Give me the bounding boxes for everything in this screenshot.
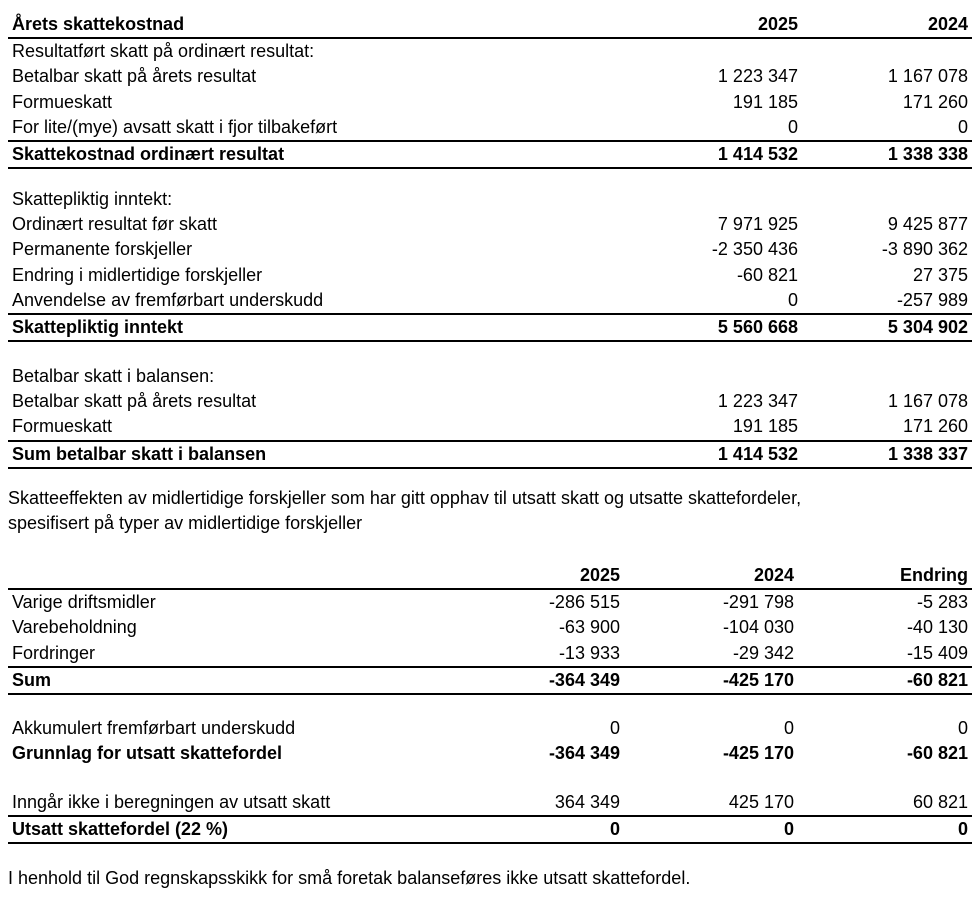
table-row <box>8 414 972 440</box>
deferred-tax-asset-table <box>8 790 972 844</box>
value-2025: 0 <box>609 718 620 738</box>
value-2024: 425 170 <box>728 792 794 812</box>
total-label: Grunnlag for utsatt skattefordel <box>12 743 283 764</box>
row-label: Endring i midlertidige forskjeller <box>12 264 263 285</box>
row-label: Betalbar skatt på årets resultat <box>12 66 257 87</box>
value-2025: 364 349 <box>554 792 620 812</box>
value-2024: 171 260 <box>902 416 969 437</box>
value-2024: -29 342 <box>732 642 794 663</box>
value-2024: -257 989 <box>896 289 968 310</box>
table-row <box>8 790 972 816</box>
value-2025: -2 350 436 <box>711 239 798 260</box>
total-row <box>8 667 972 694</box>
value-2024: -3 890 362 <box>881 239 968 260</box>
value-2025: -60 821 <box>736 264 798 285</box>
row-label: Formueskatt <box>12 416 113 437</box>
value-2024: -104 030 <box>722 617 794 638</box>
total-2024: 1 338 338 <box>802 141 972 168</box>
total-2024: 0 <box>624 816 798 843</box>
value-change: -40 130 <box>906 617 968 638</box>
total-label: Skattepliktig inntekt <box>8 314 632 341</box>
value-2024: 0 <box>957 116 968 137</box>
value-2025: 191 185 <box>732 416 798 437</box>
value-2025: 0 <box>787 116 798 137</box>
column-header-2025: 2025 <box>757 14 798 34</box>
table-row <box>8 212 972 237</box>
value-2024: 1 167 078 <box>887 391 969 412</box>
total-2024: -425 170 <box>722 743 794 764</box>
value-2025: -63 900 <box>558 617 620 638</box>
row-label: Varebeholdning <box>12 617 137 638</box>
value-2024: 1 167 078 <box>887 66 968 87</box>
row-label: Fordringer <box>12 642 96 663</box>
total-row <box>8 741 972 766</box>
paragraph-line: spesifisert på typer av midlertidige forskjeller <box>8 513 363 533</box>
table-row <box>8 263 972 288</box>
value-change: 60 821 <box>912 792 968 812</box>
total-2024: -425 170 <box>624 667 798 694</box>
table-row <box>8 115 972 141</box>
row-label: Permanente forskjeller <box>12 239 193 260</box>
deferred-tax-description <box>8 486 968 536</box>
value-change: -15 409 <box>906 642 968 663</box>
total-row <box>8 141 972 168</box>
total-2025: 0 <box>460 816 624 843</box>
value-change: 0 <box>957 718 968 738</box>
table-row <box>8 615 972 640</box>
total-change: -60 821 <box>906 743 968 764</box>
table-row <box>8 288 972 314</box>
total-2025: 1 414 532 <box>632 141 802 168</box>
total-label: Sum <box>8 667 460 694</box>
total-2025: 1 414 532 <box>632 441 802 468</box>
table-row <box>8 716 972 741</box>
value-2024: 171 260 <box>902 91 968 112</box>
value-change: -5 283 <box>916 592 968 613</box>
value-2025: -286 515 <box>548 592 620 613</box>
value-2025: 191 185 <box>732 91 798 112</box>
value-2025: -13 933 <box>558 642 620 663</box>
value-2025: 0 <box>787 289 798 310</box>
total-2025: -364 349 <box>548 743 620 764</box>
total-row <box>8 441 972 468</box>
value-2024: -291 798 <box>722 592 794 613</box>
value-2025: 1 223 347 <box>717 391 798 412</box>
table-row <box>8 641 972 667</box>
table-row <box>8 237 972 262</box>
column-header-2024: 2024 <box>927 14 968 34</box>
total-label: Sum betalbar skatt i balansen <box>8 441 632 468</box>
row-label: Formueskatt <box>12 91 113 112</box>
table-row <box>8 389 972 414</box>
subheading: Betalbar skatt i balansen: <box>12 366 215 386</box>
table-row <box>8 589 972 615</box>
header-spacer <box>8 563 460 589</box>
accounting-note: I henhold til God regnskapsskikk for små foretak balanseføres ikke utsatt skattefordel. <box>8 868 691 888</box>
total-2025: 5 560 668 <box>632 314 802 341</box>
row-label: Betalbar skatt på årets resultat <box>12 391 257 412</box>
row-label: Akkumulert fremførbart underskudd <box>12 718 296 738</box>
row-label: For lite/(mye) avsatt skatt i fjor tilbakeført <box>12 116 338 137</box>
column-header-2025: 2025 <box>460 563 624 589</box>
subheading: Resultatført skatt på ordinært resultat: <box>8 38 972 64</box>
table-row <box>8 90 972 115</box>
value-2025: 1 223 347 <box>717 66 798 87</box>
row-label: Ordinært resultat før skatt <box>12 214 218 235</box>
paragraph-line: Skatteeffekten av midlertidige forskjeller som har gitt opphav til utsatt skatt og utsatte skattefordeler, <box>8 488 802 508</box>
tax-expense-table <box>8 12 972 169</box>
payable-tax-table <box>8 364 972 469</box>
row-label: Varige driftsmidler <box>12 592 156 613</box>
value-2024: 0 <box>783 718 794 738</box>
subheading: Skattepliktig inntekt: <box>12 189 173 209</box>
column-header-change: Endring <box>798 563 972 589</box>
value-2025: 7 971 925 <box>717 214 798 235</box>
total-2024: 5 304 902 <box>802 314 972 341</box>
table-row <box>8 64 972 89</box>
row-label: Inngår ikke i beregningen av utsatt skatt <box>12 792 331 812</box>
value-2024: 27 375 <box>912 264 968 285</box>
subheading-row <box>8 364 972 389</box>
section-title: Årets skattekostnad <box>12 14 185 34</box>
value-2024: 9 425 877 <box>887 214 968 235</box>
total-2024: 1 338 337 <box>802 441 972 468</box>
table-header-row <box>8 12 972 38</box>
subheading-row <box>8 187 972 212</box>
row-label: Anvendelse av fremførbart underskudd <box>12 289 324 310</box>
total-label: Skattekostnad ordinært resultat <box>8 141 632 168</box>
total-2025: -364 349 <box>460 667 624 694</box>
total-change: 0 <box>798 816 972 843</box>
total-change: -60 821 <box>798 667 972 694</box>
total-label: Utsatt skattefordel (22 %) <box>8 816 460 843</box>
total-row <box>8 314 972 341</box>
table-header-row <box>8 563 972 589</box>
column-header-2024: 2024 <box>624 563 798 589</box>
taxable-income-table <box>8 187 972 342</box>
total-row <box>8 816 972 843</box>
temporary-differences-table <box>8 563 972 695</box>
subheading-row <box>8 38 972 64</box>
deferred-tax-basis-table <box>8 716 972 766</box>
